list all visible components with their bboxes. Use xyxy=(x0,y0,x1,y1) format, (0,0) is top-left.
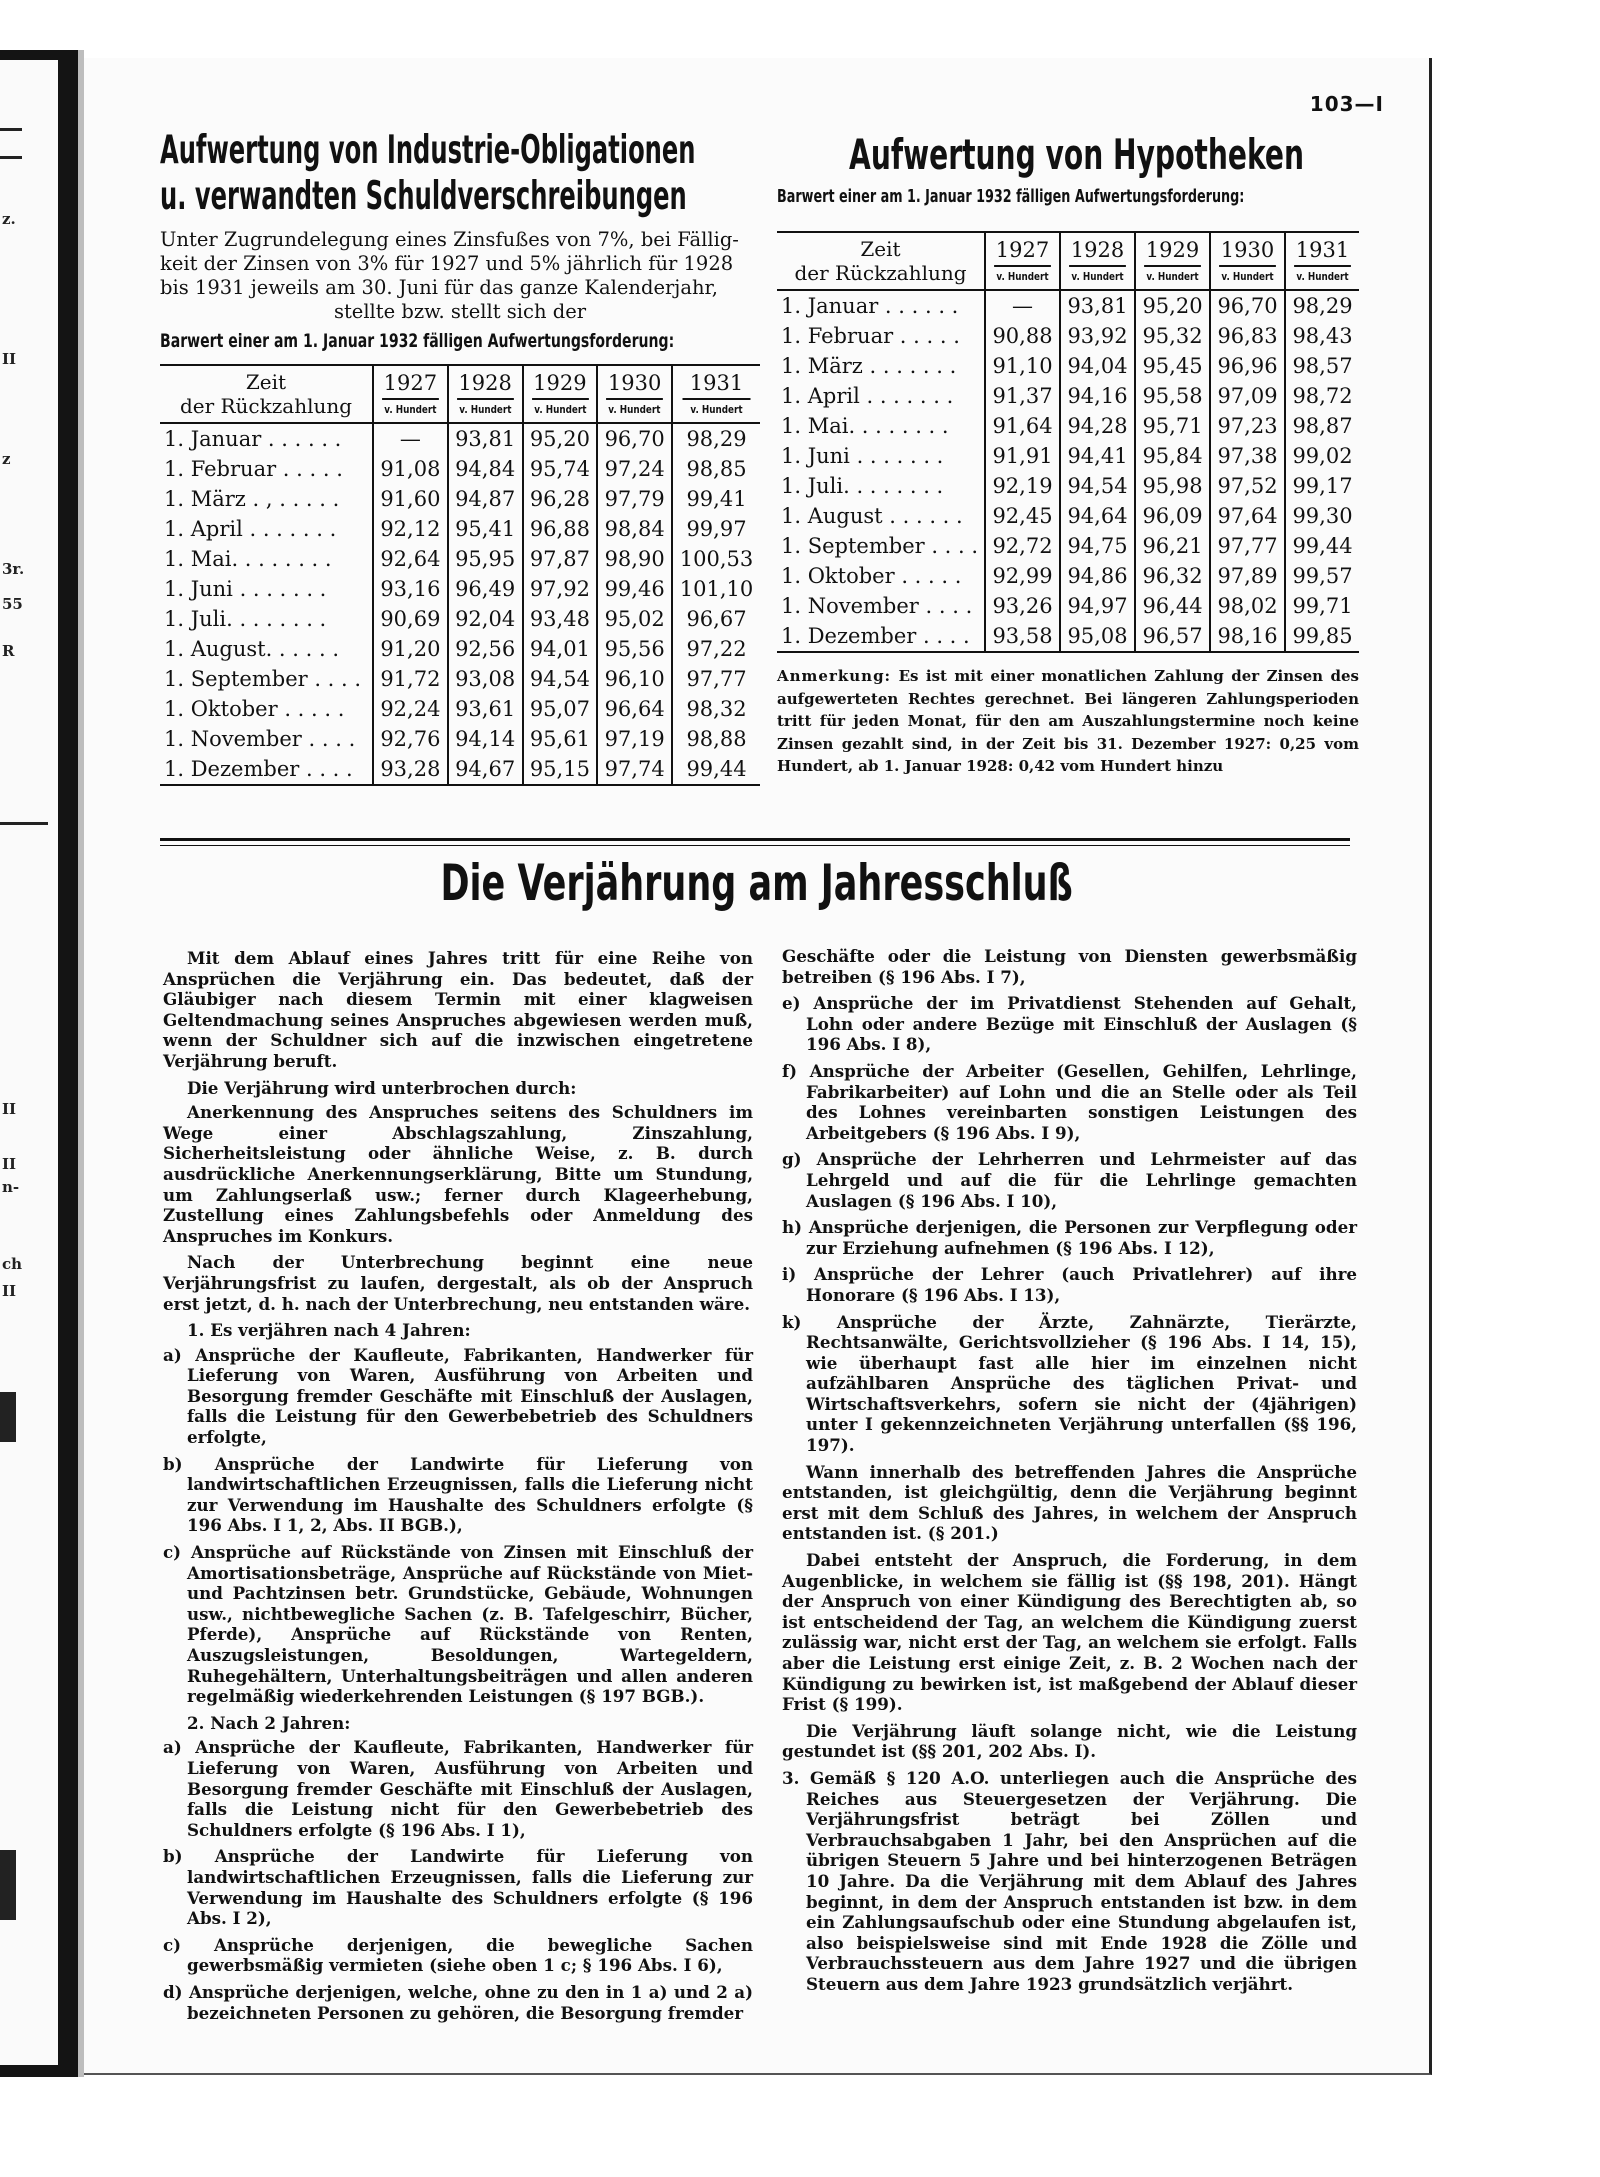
month-cell: 1. März . , . . . . . xyxy=(164,487,340,511)
value-cell: 94,16 xyxy=(1060,381,1135,411)
value-cell: 95,84 xyxy=(1135,441,1210,471)
col-header-year xyxy=(448,365,523,423)
value-cell: 97,77 xyxy=(1210,531,1285,561)
subtitle-line: stellte bzw. stellt sich der xyxy=(333,300,587,323)
margin-mark: II xyxy=(2,1282,17,1300)
value-cell: 97,89 xyxy=(1210,561,1285,591)
month-cell: 1. Dezember . . . . xyxy=(160,754,373,785)
value-cell: 95,45 xyxy=(1135,351,1210,381)
value-cell: 98,43 xyxy=(1285,321,1359,351)
value-cell: 93,81 xyxy=(1060,290,1135,321)
value-cell: 92,72 xyxy=(985,531,1060,561)
value-cell: 94,64 xyxy=(1060,501,1135,531)
margin-rule xyxy=(0,1850,16,1920)
article-paragraph: k) Ansprüche der Ärzte, Zahnärzte, Tierärzte, Rechtsanwälte, Gerichtsvollzieher (§ 196 Abs. I 14, 15), wie überhaupt fast alle hier im einzelnen nicht aufzählbaren Ansprüche des täglichen Privat- und Wirtschaftsverkehrs, sofern sie nicht der (4jährigen) unter I gekennzeichneten Verjährung unterfallen (§§ 196, 197). xyxy=(782,1311,1357,1456)
value-cell: 94,14 xyxy=(448,724,523,754)
table-row xyxy=(777,591,1359,621)
value-cell: — xyxy=(373,423,448,454)
subtitle-line: Unter Zugrundelegung eines Zinsfußes von 7%, bei Fällig- xyxy=(160,228,739,251)
margin-mark: z. xyxy=(2,210,16,228)
col-header-year xyxy=(1060,232,1135,290)
article-paragraph: f) Ansprüche der Arbeiter (Gesellen, Gehilfen, Lehrlinge, Fabrikarbeiter) auf Lohn und die an Stelle oder als Teil des Lohnes vereinbarten sonstigen Leistungen des Arbeitgebers (§ 196 Abs. I 9), xyxy=(782,1060,1357,1143)
unit-label: v. Hundert xyxy=(683,398,751,420)
value-cell: 95,56 xyxy=(597,634,672,664)
margin-mark: II xyxy=(2,350,17,368)
value-cell: 97,92 xyxy=(523,574,598,604)
table-row xyxy=(160,544,760,574)
value-cell: 93,08 xyxy=(448,664,523,694)
value-cell: 99,85 xyxy=(1285,621,1359,652)
value-cell: 91,60 xyxy=(373,484,448,514)
value-cell: 99,57 xyxy=(1285,561,1359,591)
value-cell: 91,20 xyxy=(373,634,448,664)
year-label: 1927 xyxy=(995,238,1050,262)
value-cell: — xyxy=(985,290,1060,321)
value-cell: 94,01 xyxy=(523,634,598,664)
month-cell: 1. Mai. . . . . . . . xyxy=(781,414,949,438)
value-cell: 96,32 xyxy=(1135,561,1210,591)
value-cell: 94,28 xyxy=(1060,411,1135,441)
month-cell: 1. Juli. . . . . . . . xyxy=(164,607,327,631)
value-cell: 100,53 xyxy=(672,544,760,574)
article-paragraph: Mit dem Ablauf eines Jahres tritt für eine Reihe von Ansprüchen die Verjährung ein. Das bedeutet, daß der Gläubiger nach diesem Termin mit einer klagweisen Geltendmachung seines Anspruches abgewiesen werden muß, wenn der Schuldner sich auf die inzwischen eingetretene Verjährung beruft. xyxy=(163,948,753,1071)
article-paragraph: b) Ansprüche der Landwirte für Lieferung von landwirtschaftlichen Erzeugnissen, falls die Lieferung zur Verwendung im Haushalte des Schuldners erfolgte (§ 196 Abs. I 2), xyxy=(163,1846,753,1929)
table-row xyxy=(777,441,1359,471)
value-cell: 93,16 xyxy=(373,574,448,604)
col-label: Zeit xyxy=(245,370,287,394)
col-header-zeit xyxy=(777,232,985,290)
value-cell: 94,86 xyxy=(1060,561,1135,591)
value-cell: 99,30 xyxy=(1285,501,1359,531)
year-label: 1929 xyxy=(533,371,587,395)
unit-label: v. Hundert xyxy=(1069,265,1126,287)
col-header-year xyxy=(373,365,448,423)
article-paragraph: c) Ansprüche auf Rückstände von Zinsen mit Einschluß der Amortisationsbeträge, Ansprüche auf Rückstände von Miet- und Pachtzinsen betr. Grundstücke, Gebäude, Wohnungen usw., nichtbewegliche Sachen (z. B. Tafelgeschirr, Bücher, Pferde), Ansprüche auf Rückstände von Renten, Auszugsleistungen, Besoldungen, Wartegeldern, Ruhegehältern, Unterhaltungsbeiträgen und allen anderen regelmäßig wiederkehrenden Leistungen (§ 197 BGB.). xyxy=(163,1542,753,1707)
article-paragraph: d) Ansprüche derjenigen, welche, ohne zu den in 1 a) und 2 a) bezeichneten Personen zu gehören, die Besorgung fremder xyxy=(163,1981,753,2023)
table-row xyxy=(160,754,760,785)
value-cell: 95,98 xyxy=(1135,471,1210,501)
value-cell: 99,02 xyxy=(1285,441,1359,471)
value-cell: 96,88 xyxy=(523,514,598,544)
month-cell: 1. Februar . . . . . xyxy=(781,324,960,348)
article-paragraph: Wann innerhalb des betreffenden Jahres die Ansprüche entstanden, ist gleichgültig, denn die Verjährung beginnt erst mit dem Schluß des Jahres, in welchem der Anspruch entstanden ist. (§ 201.) xyxy=(782,1461,1357,1544)
value-cell: 92,24 xyxy=(373,694,448,724)
article-paragraph: g) Ansprüche der Lehrherren und Lehrmeister auf das Lehrgeld und auf die für die Lehrlinge gemachten Auslagen (§ 196 Abs. I 10), xyxy=(782,1149,1357,1211)
margin-mark: 55 xyxy=(2,595,23,613)
value-cell: 96,57 xyxy=(1135,621,1210,652)
margin-rule xyxy=(0,128,22,131)
value-cell: 99,41 xyxy=(672,484,760,514)
unit-label: v. Hundert xyxy=(606,398,663,420)
value-cell: 95,61 xyxy=(523,724,598,754)
aufwertung-table xyxy=(160,364,760,786)
section-title: Aufwertung von Hypotheken xyxy=(849,130,1305,179)
value-cell: 92,04 xyxy=(448,604,523,634)
value-cell: 91,64 xyxy=(985,411,1060,441)
year-label: 1930 xyxy=(607,371,662,395)
value-cell: 95,58 xyxy=(1135,381,1210,411)
value-cell: 96,49 xyxy=(448,574,523,604)
value-cell: 98,72 xyxy=(1285,381,1359,411)
margin-rule xyxy=(0,822,48,825)
value-cell: 91,10 xyxy=(985,351,1060,381)
value-cell: 95,07 xyxy=(523,694,598,724)
margin-mark: II xyxy=(2,1155,17,1173)
value-cell: 98,32 xyxy=(672,694,760,724)
value-cell: 97,87 xyxy=(523,544,598,574)
value-cell: 92,99 xyxy=(985,561,1060,591)
table-note xyxy=(777,665,1359,778)
article-paragraph: 1. Es verjähren nach 4 Jahren: xyxy=(187,1320,471,1341)
value-cell: 96,70 xyxy=(597,423,672,454)
margin-mark: R xyxy=(2,642,15,660)
value-cell: 90,69 xyxy=(373,604,448,634)
table-row xyxy=(160,514,760,544)
value-cell: 92,56 xyxy=(448,634,523,664)
value-cell: 97,19 xyxy=(597,724,672,754)
year-label: 1930 xyxy=(1220,238,1275,262)
article-paragraph: Nach der Unterbrechung beginnt eine neue Verjährungsfrist zu laufen, dergestalt, als ob der Anspruch erst jetzt, d. h. nach der Unterbrechung, neu entstanden wäre. xyxy=(163,1252,753,1314)
value-cell: 96,83 xyxy=(1210,321,1285,351)
article-paragraph: 3. Gemäß § 120 A.O. unterliegen auch die Ansprüche des Reiches aus Steuergesetzen der Verjährung. Die Verjährungsfrist beträgt bei Zöllen und Verbrauchsabgaben 1 Jahr, bei den Ansprüchen auf die übrigen Steuern 5 Jahre und bei hinterzogenen Beträgen 10 Jahre. Da die Verjährung mit dem Ablauf des Jahres beginnt, in dem der Anspruch entstanden ist bzw. in dem ein Zahlungsaufschub oder eine Stundung abgelaufen ist, also beispielsweise sind mit Ende 1928 die Zölle und Verbrauchssteuern aus dem Jahre 1927 und die übrigen Steuern aus dem Jahre 1923 grundsätzlich verjährt. xyxy=(782,1767,1357,1994)
value-cell: 97,23 xyxy=(1210,411,1285,441)
value-cell: 95,08 xyxy=(1060,621,1135,652)
table-row xyxy=(777,351,1359,381)
value-cell: 95,41 xyxy=(448,514,523,544)
article-paragraph: c) Ansprüche derjenigen, die bewegliche Sachen gewerbsmäßig vermieten (siehe oben 1 c; § 196 Abs. I 6), xyxy=(163,1934,753,1976)
value-cell: 96,67 xyxy=(672,604,760,634)
value-cell: 93,28 xyxy=(373,754,448,785)
month-cell: 1. Mai. . . . . . . . xyxy=(164,547,332,571)
month-cell: 1. März . . . . . . . xyxy=(781,354,957,378)
value-cell: 101,10 xyxy=(672,574,760,604)
value-cell: 98,29 xyxy=(1285,290,1359,321)
month-cell: 1. Oktober . . . . . xyxy=(781,564,962,588)
value-cell: 96,28 xyxy=(523,484,598,514)
value-cell: 92,76 xyxy=(373,724,448,754)
value-cell: 98,57 xyxy=(1285,351,1359,381)
value-cell: 97,09 xyxy=(1210,381,1285,411)
value-cell: 96,64 xyxy=(597,694,672,724)
article-paragraph: h) Ansprüche derjenigen, die Personen zur Verpflegung oder zur Erziehung aufnehmen (§ 196 Abs. I 12), xyxy=(782,1217,1357,1258)
value-cell: 99,71 xyxy=(1285,591,1359,621)
value-cell: 94,75 xyxy=(1060,531,1135,561)
unit-label: v. Hundert xyxy=(1219,265,1276,287)
value-cell: 94,87 xyxy=(448,484,523,514)
unit-label: v. Hundert xyxy=(994,265,1051,287)
value-cell: 97,22 xyxy=(672,634,760,664)
previous-page-edge xyxy=(0,60,58,2065)
value-cell: 98,84 xyxy=(597,514,672,544)
value-cell: 93,92 xyxy=(1060,321,1135,351)
barwert-caption: Barwert einer am 1. Januar 1932 fälligen Aufwertungsforderung: xyxy=(160,330,675,352)
table-row xyxy=(160,634,760,664)
value-cell: 95,02 xyxy=(597,604,672,634)
month-cell: 1. August . . . . . . xyxy=(781,504,963,528)
value-cell: 93,81 xyxy=(448,423,523,454)
month-cell: 1. Juni . . . . . . . xyxy=(164,577,327,601)
unit-label: v. Hundert xyxy=(532,398,589,420)
value-cell: 96,09 xyxy=(1135,501,1210,531)
value-cell: 91,37 xyxy=(985,381,1060,411)
article-paragraph: b) Ansprüche der Landwirte für Lieferung von landwirtschaftlichen Erzeugnissen, falls die Lieferung nicht zur Verwendung im Haushalte des Schuldners erfolgte (§ 196 Abs. I 1, 2, Abs. II BGB.), xyxy=(163,1453,753,1536)
value-cell: 94,54 xyxy=(1060,471,1135,501)
value-cell: 98,90 xyxy=(597,544,672,574)
hypotheken-section xyxy=(777,128,1359,778)
article-paragraph: a) Ansprüche der Kaufleute, Fabrikanten, Handwerker für Lieferung von Waren, Ausführung von Arbeiten und Besorgung fremder Geschäfte mit Einschluß der Auslagen, falls die Leistung nicht für den Gewerbebetrieb des Schuldners erfolgte (§ 196 Abs. I 1), xyxy=(163,1737,753,1840)
month-cell: 1. April . . . . . . . xyxy=(781,384,954,408)
year-label: 1928 xyxy=(458,371,512,395)
value-cell: 99,97 xyxy=(672,514,760,544)
value-cell: 97,52 xyxy=(1210,471,1285,501)
table-row xyxy=(160,423,760,454)
value-cell: 93,58 xyxy=(985,621,1060,652)
article-paragraph: i) Ansprüche der Lehrer (auch Privatlehrer) auf ihre Honorare (§ 196 Abs. I 13), xyxy=(782,1264,1357,1305)
subtitle-line: bis 1931 jeweils am 30. Juni für das ganze Kalenderjahr, xyxy=(160,276,718,299)
value-cell: 92,45 xyxy=(985,501,1060,531)
value-cell: 94,67 xyxy=(448,754,523,785)
table-row xyxy=(777,561,1359,591)
month-cell: 1. November . . . . xyxy=(164,727,356,751)
table-row xyxy=(160,604,760,634)
year-label: 1927 xyxy=(383,371,438,395)
month-cell: 1. August. . . . . . xyxy=(164,637,340,661)
article-paragraph: Geschäfte oder die Leistung von Diensten gewerbsmäßig betreiben (§ 196 Abs. I 7), xyxy=(782,946,1357,987)
table-row xyxy=(160,664,760,694)
unit-label: v. Hundert xyxy=(382,398,439,420)
month-cell: 1. Juli. . . . . . . . xyxy=(781,474,944,498)
month-cell: 1. Januar . . . . . . xyxy=(164,427,342,451)
value-cell: 97,74 xyxy=(597,754,672,785)
article-title xyxy=(84,854,1429,912)
table-row xyxy=(160,574,760,604)
value-cell: 94,84 xyxy=(448,454,523,484)
value-cell: 99,44 xyxy=(672,754,760,785)
value-cell: 91,08 xyxy=(373,454,448,484)
col-header-year xyxy=(672,365,760,423)
year-label: 1928 xyxy=(1070,238,1125,262)
value-cell: 96,10 xyxy=(597,664,672,694)
table-row xyxy=(777,471,1359,501)
value-cell: 95,74 xyxy=(523,454,598,484)
note-label: Anmerkung: xyxy=(777,667,892,685)
table-row xyxy=(777,381,1359,411)
table-row xyxy=(777,501,1359,531)
value-cell: 94,41 xyxy=(1060,441,1135,471)
article-paragraph: a) Ansprüche der Kaufleute, Fabrikanten, Handwerker für Lieferung von Waren, Ausführung von Arbeiten und Besorgung fremder Geschäfte mit Einschluß der Auslagen, falls die Leistung für den Gewerbebetrieb des Schuldners erfolgte, xyxy=(163,1344,753,1448)
value-cell: 93,48 xyxy=(523,604,598,634)
col-header-year xyxy=(1285,232,1359,290)
value-cell: 96,96 xyxy=(1210,351,1285,381)
section-divider xyxy=(160,845,1350,846)
col-header-year xyxy=(523,365,598,423)
article-column-right xyxy=(782,946,1357,2001)
table-row xyxy=(160,484,760,514)
value-cell: 97,64 xyxy=(1210,501,1285,531)
col-header-year xyxy=(597,365,672,423)
year-label: 1931 xyxy=(689,371,744,395)
page-number: 103—I xyxy=(1309,92,1384,116)
month-cell: 1. Oktober . . . . . xyxy=(164,697,345,721)
aufwertung-table xyxy=(777,231,1359,653)
value-cell: 96,44 xyxy=(1135,591,1210,621)
article-title-text: Die Verjährung am Jahresschluß xyxy=(440,854,1073,912)
value-cell: 94,97 xyxy=(1060,591,1135,621)
industrie-obligationen-section xyxy=(160,128,760,786)
col-label: Zeit xyxy=(860,237,901,261)
article-paragraph: Die Verjährung läuft solange nicht, wie die Leistung gestundet ist (§§ 201, 202 Abs. I). xyxy=(782,1720,1357,1762)
article-column-left xyxy=(163,948,753,2029)
year-label: 1929 xyxy=(1145,238,1200,262)
value-cell: 97,77 xyxy=(672,664,760,694)
margin-rule xyxy=(0,156,22,159)
col-header-year xyxy=(985,232,1060,290)
col-header-year xyxy=(1210,232,1285,290)
month-cell: 1. Dezember . . . . xyxy=(777,621,985,652)
table-row xyxy=(160,454,760,484)
article-paragraph: e) Ansprüche der im Privatdienst Stehenden auf Gehalt, Lohn oder andere Bezüge mit Einschluß der Auslagen (§ 196 Abs. I 8), xyxy=(782,993,1357,1055)
article-paragraph: Anerkennung des Anspruches seitens des Schuldners im Wege einer Abschlagszahlung, Zinszahlung, Sicherheitsleistung oder ähnliche Weise, z. B. durch ausdrückliche Anerkennungserklärung, Bitte um Stundung, um Zahlungserlaß usw.; ferner durch Klageerhebung, Zustellung eines Zahlungsbefehls oder Anmeldung des Anspruches im Konkurs. xyxy=(163,1102,753,1246)
value-cell: 98,88 xyxy=(672,724,760,754)
month-cell: 1. September . . . . xyxy=(164,667,362,691)
value-cell: 99,46 xyxy=(597,574,672,604)
table-row xyxy=(160,694,760,724)
col-header-zeit xyxy=(160,365,373,423)
section-title: u. verwandten Schuldverschreibungen xyxy=(160,174,687,219)
margin-mark: II xyxy=(2,1100,17,1118)
value-cell: 97,38 xyxy=(1210,441,1285,471)
value-cell: 93,61 xyxy=(448,694,523,724)
section-subtitle xyxy=(160,228,760,324)
col-header-year xyxy=(1135,232,1210,290)
value-cell: 95,15 xyxy=(523,754,598,785)
value-cell: 96,70 xyxy=(1210,290,1285,321)
document-page xyxy=(84,58,1432,2075)
margin-mark: n- xyxy=(2,1178,20,1196)
value-cell: 96,21 xyxy=(1135,531,1210,561)
month-cell: 1. Januar . . . . . . xyxy=(781,294,959,318)
month-cell: 1. November . . . . xyxy=(781,594,973,618)
value-cell: 95,71 xyxy=(1135,411,1210,441)
table-row xyxy=(777,321,1359,351)
value-cell: 92,12 xyxy=(373,514,448,544)
table-row xyxy=(777,290,1359,321)
margin-rule xyxy=(0,1392,16,1442)
value-cell: 93,26 xyxy=(985,591,1060,621)
month-cell: 1. September . . . . xyxy=(781,534,979,558)
subtitle-line: keit der Zinsen von 3% für 1927 und 5% jährlich für 1928 xyxy=(160,252,734,275)
col-label: der Rückzahlung xyxy=(794,261,967,285)
table-row xyxy=(777,621,1359,652)
month-cell: 1. April . . . . . . . xyxy=(164,517,337,541)
value-cell: 91,72 xyxy=(373,664,448,694)
article-paragraph: 2. Nach 2 Jahren: xyxy=(187,1712,351,1733)
value-cell: 94,04 xyxy=(1060,351,1135,381)
section-divider xyxy=(160,838,1350,841)
value-cell: 95,95 xyxy=(448,544,523,574)
value-cell: 98,85 xyxy=(672,454,760,484)
unit-label: v. Hundert xyxy=(457,398,514,420)
value-cell: 98,02 xyxy=(1210,591,1285,621)
margin-mark: z xyxy=(2,450,11,468)
value-cell: 97,24 xyxy=(597,454,672,484)
unit-label: v. Hundert xyxy=(1294,265,1351,287)
value-cell: 99,44 xyxy=(1285,531,1359,561)
margin-mark: ch xyxy=(2,1255,23,1273)
value-cell: 95,20 xyxy=(1135,290,1210,321)
value-cell: 90,88 xyxy=(985,321,1060,351)
month-cell: 1. Juni . . . . . . . xyxy=(781,444,944,468)
value-cell: 91,91 xyxy=(985,441,1060,471)
value-cell: 92,19 xyxy=(985,471,1060,501)
month-cell: 1. Februar . . . . . xyxy=(164,457,343,481)
unit-label: v. Hundert xyxy=(1144,265,1201,287)
value-cell: 95,20 xyxy=(523,423,598,454)
section-title: Aufwertung von Industrie-Obligationen xyxy=(160,128,696,173)
margin-mark: 3r. xyxy=(2,560,25,578)
table-row xyxy=(160,724,760,754)
year-label: 1931 xyxy=(1295,238,1350,262)
table-row xyxy=(777,531,1359,561)
barwert-caption: Barwert einer am 1. Januar 1932 fälligen Aufwertungsforderung: xyxy=(777,186,1245,207)
value-cell: 98,87 xyxy=(1285,411,1359,441)
value-cell: 97,79 xyxy=(597,484,672,514)
col-label: der Rückzahlung xyxy=(179,394,353,418)
article-paragraph: Dabei entsteht der Anspruch, die Forderung, in dem Augenblicke, in welchem sie fällig ist (§§ 198, 201). Hängt der Anspruch von einer Kündigung des Berechtigten ab, so ist entscheidend der Tag, an welchem die Kündigung zuerst zulässig war, nicht erst der Tag, an welchem sie erfolgt. Falls aber die Leistung erst einige Zeit, z. B. 2 Wochen nach der Kündigung zu bewirken ist, ist maßgebend der Ablauf dieser Frist (§ 199). xyxy=(782,1550,1357,1715)
value-cell: 92,64 xyxy=(373,544,448,574)
article-paragraph: Die Verjährung wird unterbrochen durch: xyxy=(187,1077,577,1098)
table-row xyxy=(777,411,1359,441)
value-cell: 98,29 xyxy=(672,423,760,454)
value-cell: 99,17 xyxy=(1285,471,1359,501)
value-cell: 95,32 xyxy=(1135,321,1210,351)
value-cell: 98,16 xyxy=(1210,621,1285,652)
note-text: Es ist mit einer monatlichen Zahlung der Zinsen des aufgewerteten Rechtes gerechnet. Bei längeren Zahlungsperioden tritt für jeden Monat, für den am Auszahlungstermine noch keine Zinsen gezahlt sind, in der Zeit bis 31. Dezember 1927: 0,25 vom Hundert, ab 1. Januar 1928: 0,42 vom Hundert hinzu xyxy=(777,667,1359,775)
value-cell: 94,54 xyxy=(523,664,598,694)
